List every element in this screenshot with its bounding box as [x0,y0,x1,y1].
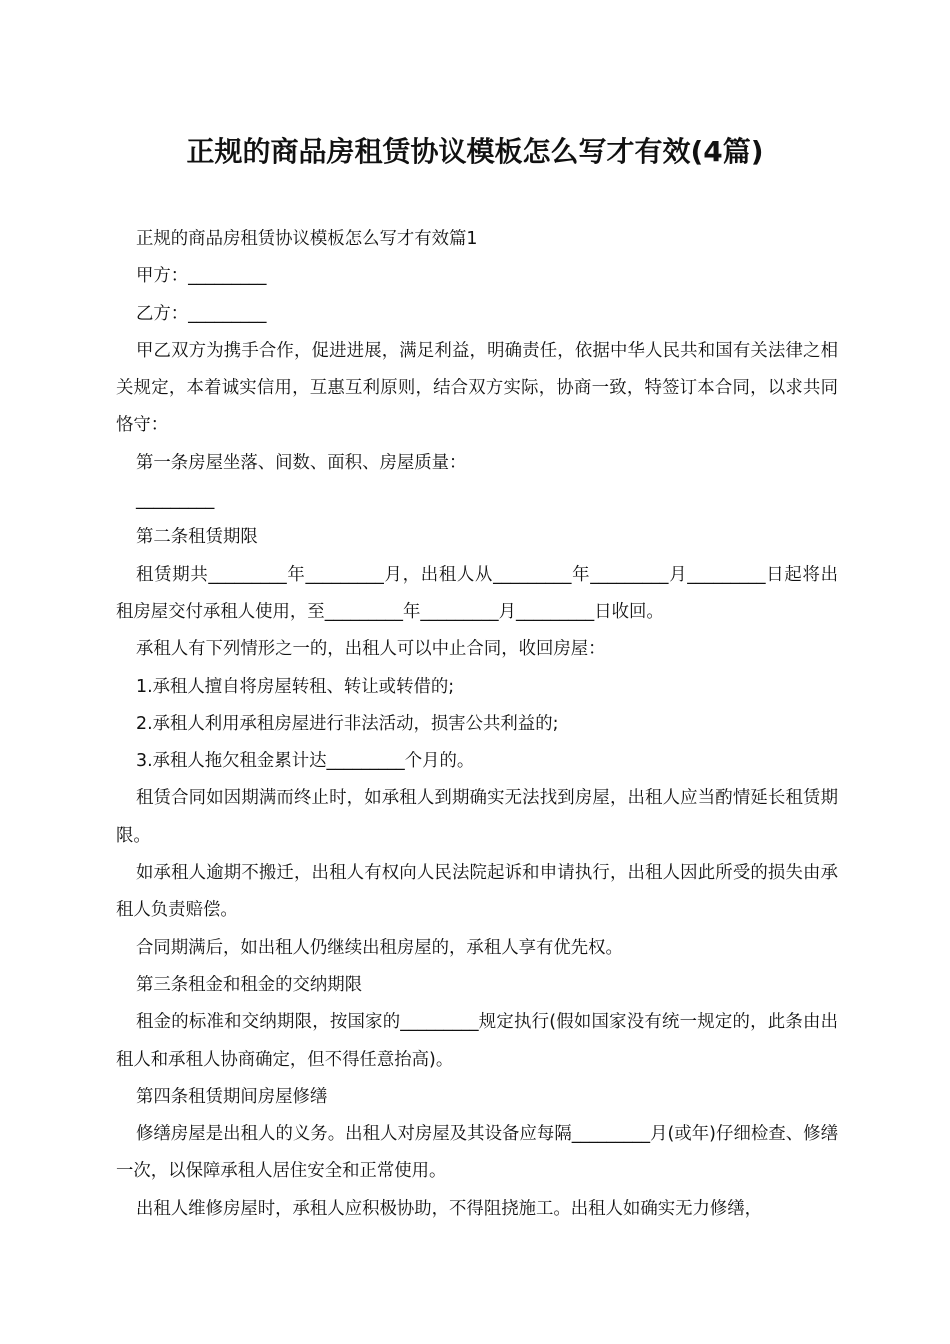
extension-paragraph: 租赁合同如因期满而终止时，如承租人到期确实无法找到房屋，出租人应当酌情延长租赁期限。 [116,788,838,846]
overstay-paragraph: 如承租人逾期不搬迁，出租人有权向人民法院起诉和申请执行，出租人因此所受的损失由承租人负责赔偿。 [116,863,838,921]
section-heading: 正规的商品房租赁协议模板怎么写才有效篇1 [136,229,478,249]
rent-paragraph: 租金的标准和交纳期限，按国家的_________规定执行(假如国家没有统一规定的，此条由出租人和承租人协商确定，但不得任意抬高)。 [116,1012,838,1070]
termination-item-2: 2.承租人利用承租房屋进行非法活动，损害公共利益的; [136,713,559,734]
document-title: 正规的商品房租赁协议模板怎么写才有效(4篇) [186,135,764,168]
document-body [116,221,838,1228]
priority-paragraph: 合同期满后，如出租人仍继续出租房屋的，承租人享有优先权。 [136,937,623,958]
party-a-line: 甲方：_________ [136,266,267,287]
article-4-heading: 第四条租赁期间房屋修缮 [136,1086,328,1107]
party-b-line: 乙方：_________ [136,303,267,324]
article-1-heading: 第一条房屋坐落、间数、面积、房屋质量： [136,452,467,473]
termination-intro: 承租人有下列情形之一的，出租人可以中止合同，收回房屋： [136,639,606,660]
termination-item-3: 3.承租人拖欠租金累计达_________个月的。 [136,751,475,772]
article-3-heading: 第三条租金和租金的交纳期限 [136,974,363,995]
lease-term-paragraph: 租赁期共_________年_________月，出租人从_________年_________月_________日起将出租房屋交付承租人使用，至_________年_________月_________日收回。 [116,564,838,622]
article-2-heading: 第二条租赁期限 [136,527,258,548]
preamble-paragraph: 甲乙双方为携手合作，促进进展，满足利益，明确责任，依据中华人民共和国有关法律之相关规定，本着诚实信用，互惠互利原则，结合双方实际，协商一致，特签订本合同，以求共同恪守： [116,340,838,436]
article-1-blank: _________ [136,490,215,511]
termination-item-1: 1.承租人擅自将房屋转租、转让或转借的; [136,676,455,697]
repair-cooperation-paragraph: 出租人维修房屋时，承租人应积极协助，不得阻挠施工。出租人如确实无力修缮， [136,1198,763,1219]
repair-paragraph: 修缮房屋是出租人的义务。出租人对房屋及其设备应每隔_________月(或年)仔细检查、修缮一次，以保障承租人居住安全和正常使用。 [116,1124,838,1182]
